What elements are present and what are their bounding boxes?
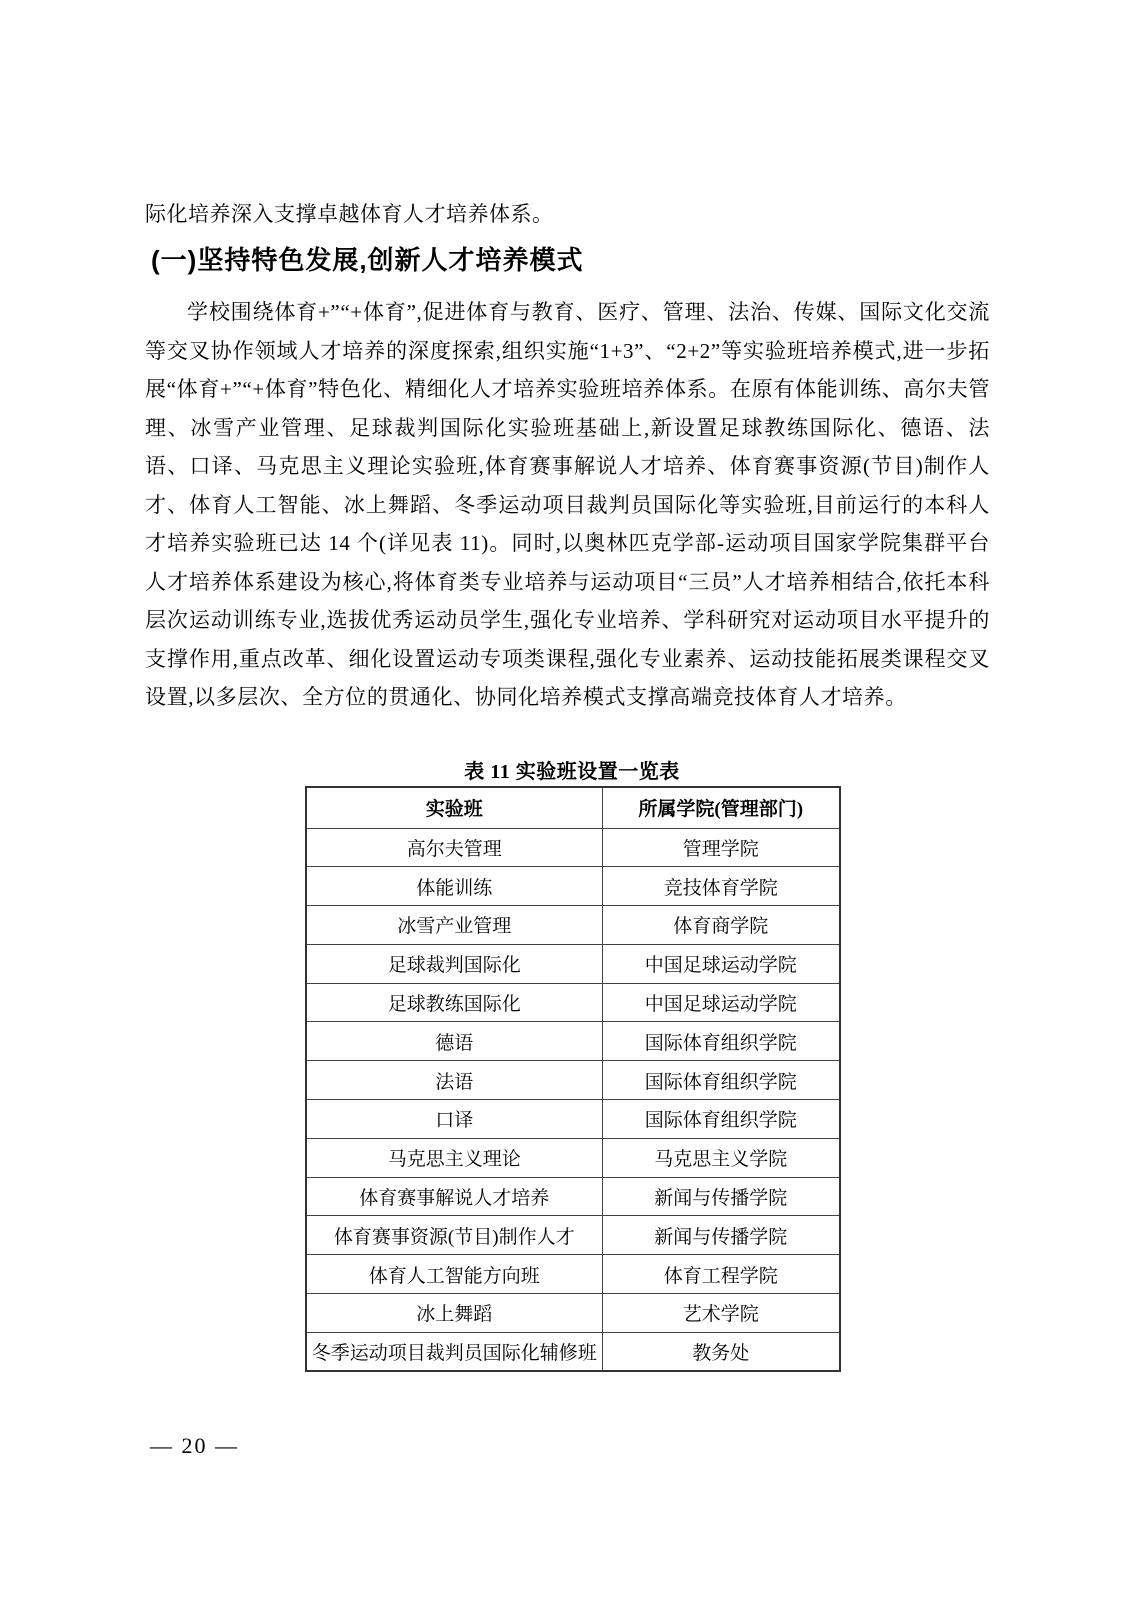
table-cell: 国际体育组织学院 <box>602 1022 840 1061</box>
page-number: — 20 — <box>150 1433 239 1458</box>
table-cell: 法语 <box>306 1061 602 1100</box>
table-cell: 高尔夫管理 <box>306 828 602 867</box>
table-cell: 体育商学院 <box>602 906 840 945</box>
table-row <box>306 1100 840 1139</box>
table-row <box>306 1022 840 1061</box>
body-paragraph: 学校围绕体育+”“+体育”,促进体育与教育、医疗、管理、法治、传媒、国际文化交流等交叉协作领域人才培养的深度探索,组织实施“1+3”、“2+2”等实验班培养模式,进一步拓展“体育+”“+体育”特色化、精细化人才培养实验班培养体系。在原有体能训练、高尔夫管理、冰雪产业管理、足球裁判国际化实验班基础上,新设置足球教练国际化、德语、法语、口译、马克思主义理论实验班,体育赛事解说人才培养、体育赛事资源(节目)制作人才、体育人工智能、冰上舞蹈、冬季运动项目裁判员国际化等实验班,目前运行的本科人才培养实验班已达 14 个(详见表 11)。同时,以奥林匹克学部-运动项目国家学院集群平台人才培养体系建设为核心,将体育类专业培养与运动项目“三员”人才培养相结合,依托本科层次运动训练专业,选拔优秀运动员学生,强化专业培养、学科研究对运动项目水平提升的支撑作用,重点改革、细化设置运动专项类课程,强化专业素养、运动技能拓展类课程交叉设置,以多层次、全方位的贯通化、协同化培养模式支撑高端竞技体育人才培养。 <box>145 300 990 709</box>
table-cell: 马克思主义学院 <box>602 1138 840 1177</box>
table-header-class: 实验班 <box>306 787 602 828</box>
table-cell: 教务处 <box>602 1332 840 1371</box>
table-cell: 冰上舞蹈 <box>306 1294 602 1333</box>
table-caption: 表 11 实验班设置一览表 <box>464 761 680 783</box>
table-cell: 新闻与传播学院 <box>602 1177 840 1216</box>
table-row <box>306 867 840 906</box>
table-cell: 体育工程学院 <box>602 1255 840 1294</box>
table-row <box>306 1294 840 1333</box>
table-cell: 体育赛事解说人才培养 <box>306 1177 602 1216</box>
table-cell: 足球裁判国际化 <box>306 944 602 983</box>
table-cell: 竞技体育学院 <box>602 867 840 906</box>
table-row <box>306 1255 840 1294</box>
table-row <box>306 906 840 945</box>
table-cell: 中国足球运动学院 <box>602 983 840 1022</box>
table-body <box>306 828 840 1371</box>
table-cell: 新闻与传播学院 <box>602 1216 840 1255</box>
table-cell: 艺术学院 <box>602 1294 840 1333</box>
table-row <box>306 1061 840 1100</box>
section-heading: (一)坚持特色发展,创新人才培养模式 <box>151 245 584 275</box>
table-cell: 体能训练 <box>306 867 602 906</box>
table-cell: 马克思主义理论 <box>306 1138 602 1177</box>
table-header-college: 所属学院(管理部门) <box>602 787 840 828</box>
table-cell: 体育人工智能方向班 <box>306 1255 602 1294</box>
table-cell: 国际体育组织学院 <box>602 1061 840 1100</box>
table-header-row <box>306 787 840 828</box>
table-cell: 口译 <box>306 1100 602 1139</box>
table-cell: 足球教练国际化 <box>306 983 602 1022</box>
table-row <box>306 1138 840 1177</box>
table-row <box>306 828 840 867</box>
table-cell: 德语 <box>306 1022 602 1061</box>
experimental-class-table <box>305 786 841 1372</box>
table-row <box>306 1216 840 1255</box>
table-row <box>306 983 840 1022</box>
table-row <box>306 1177 840 1216</box>
continuation-paragraph-line: 际化培养深入支撑卓越体育人才培养体系。 <box>145 202 554 226</box>
table-cell: 管理学院 <box>602 828 840 867</box>
table-cell: 冰雪产业管理 <box>306 906 602 945</box>
table-cell: 中国足球运动学院 <box>602 944 840 983</box>
table-row <box>306 1332 840 1371</box>
table-row <box>306 944 840 983</box>
table-cell: 国际体育组织学院 <box>602 1100 840 1139</box>
table-cell: 冬季运动项目裁判员国际化辅修班 <box>306 1332 602 1371</box>
table-cell: 体育赛事资源(节目)制作人才 <box>306 1216 602 1255</box>
